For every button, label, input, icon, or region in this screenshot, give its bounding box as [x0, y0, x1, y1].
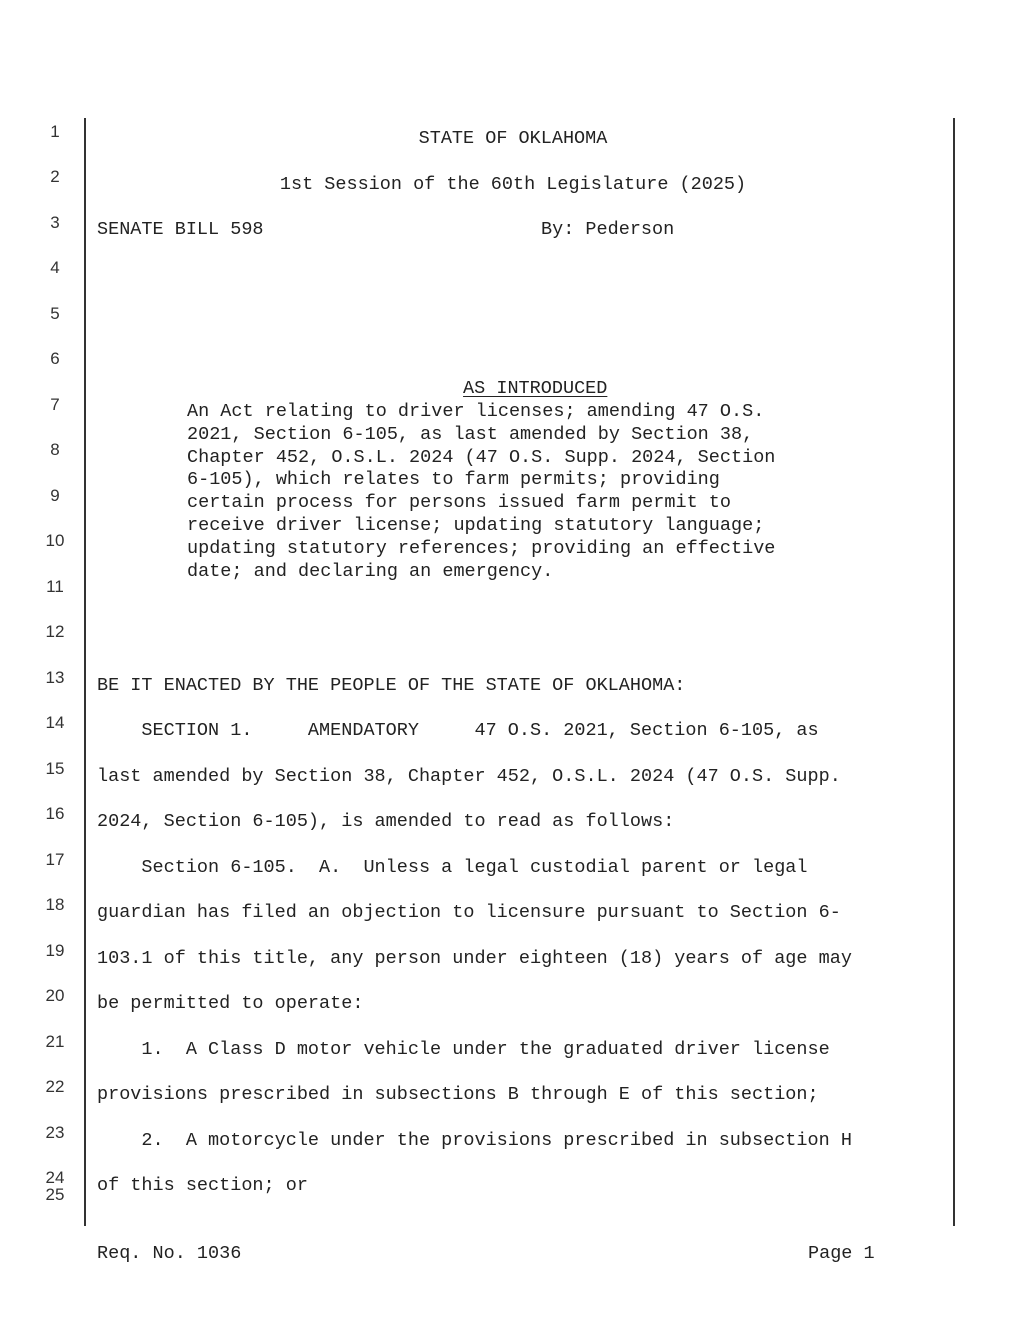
line-number: 18: [45, 895, 65, 914]
body-line: 1. A Class D motor vehicle under the graduated driver license: [97, 1039, 830, 1060]
line-number: 23: [45, 1123, 65, 1142]
line-number: 12: [45, 622, 65, 641]
abstract-line: Chapter 452, O.S.L. 2024 (47 O.S. Supp. 2024, Section: [187, 446, 776, 468]
page-number: Page 1: [808, 1243, 875, 1264]
body-line: SECTION 1. AMENDATORY 47 O.S. 2021, Section 6-105, as: [97, 720, 819, 741]
line-number: 4: [50, 258, 60, 277]
body-line: 2. A motorcycle under the provisions prescribed in subsection H: [97, 1130, 852, 1151]
line-number: 3: [50, 213, 60, 232]
line-number: 20: [45, 986, 65, 1005]
abstract-line: An Act relating to driver licenses; amending 47 O.S.: [187, 401, 765, 422]
abstract-line: date; and declaring an emergency.: [187, 560, 554, 582]
abstract-line: certain process for persons issued farm permit to: [187, 492, 731, 514]
session-heading: 1st Session of the 60th Legislature (2025): [279, 174, 747, 195]
line-number: 22: [45, 1077, 65, 1096]
line-number: 13: [45, 668, 65, 687]
line-number-column: [0, 0, 80, 1325]
abstract-line: updating statutory references; providing an effective: [187, 537, 776, 559]
enacting-clause: BE IT ENACTED BY THE PEOPLE OF THE STATE OF OKLAHOMA:: [97, 675, 686, 696]
line-number: 10: [45, 531, 65, 550]
line-number: 19: [45, 941, 65, 960]
bill-abstract: [187, 401, 887, 583]
body-line: last amended by Section 38, Chapter 452, O.S.L. 2024 (47 O.S. Supp.: [97, 766, 841, 787]
bill-author: By: Pederson: [541, 219, 675, 240]
left-margin-rule: [84, 118, 86, 1226]
body-line: 2024, Section 6-105), is amended to read as follows:: [97, 811, 675, 832]
line-number: 21: [45, 1032, 65, 1051]
abstract-line: receive driver license; updating statutory language;: [187, 514, 765, 536]
line-number: 1: [50, 122, 60, 141]
line-number: 8: [50, 440, 60, 459]
line-number: 6: [50, 349, 60, 368]
bill-number: SENATE BILL 598: [97, 219, 264, 240]
line-number: 5: [50, 304, 60, 323]
line-number: 24: [45, 1168, 65, 1187]
abstract-line: 2021, Section 6-105, as last amended by Section 38,: [187, 423, 754, 445]
body-line: guardian has filed an objection to licensure pursuant to Section 6-: [97, 902, 841, 923]
line-number: 9: [50, 486, 60, 505]
body-line: Section 6-105. A. Unless a legal custodial parent or legal: [97, 857, 808, 878]
line-number: 17: [45, 850, 65, 869]
state-heading: STATE OF OKLAHOMA: [418, 128, 608, 149]
body-line: provisions prescribed in subsections B through E of this section;: [97, 1084, 819, 1105]
line-number: 16: [45, 804, 65, 823]
right-margin-rule: [953, 118, 955, 1226]
line-number: 7: [50, 395, 60, 414]
body-line: of this section; or: [97, 1175, 308, 1196]
status-heading: AS INTRODUCED: [463, 378, 608, 399]
body-line: be permitted to operate:: [97, 993, 364, 1014]
line-number: 15: [45, 759, 65, 778]
abstract-line: 6-105), which relates to farm permits; providing: [187, 469, 720, 491]
line-number: 14: [45, 713, 65, 732]
request-number: Req. No. 1036: [97, 1243, 242, 1264]
line-number: 11: [46, 577, 64, 596]
body-line: 103.1 of this title, any person under eighteen (18) years of age may: [97, 948, 852, 969]
line-number: 2: [50, 167, 60, 186]
line-number-partial: 25: [45, 1185, 65, 1204]
